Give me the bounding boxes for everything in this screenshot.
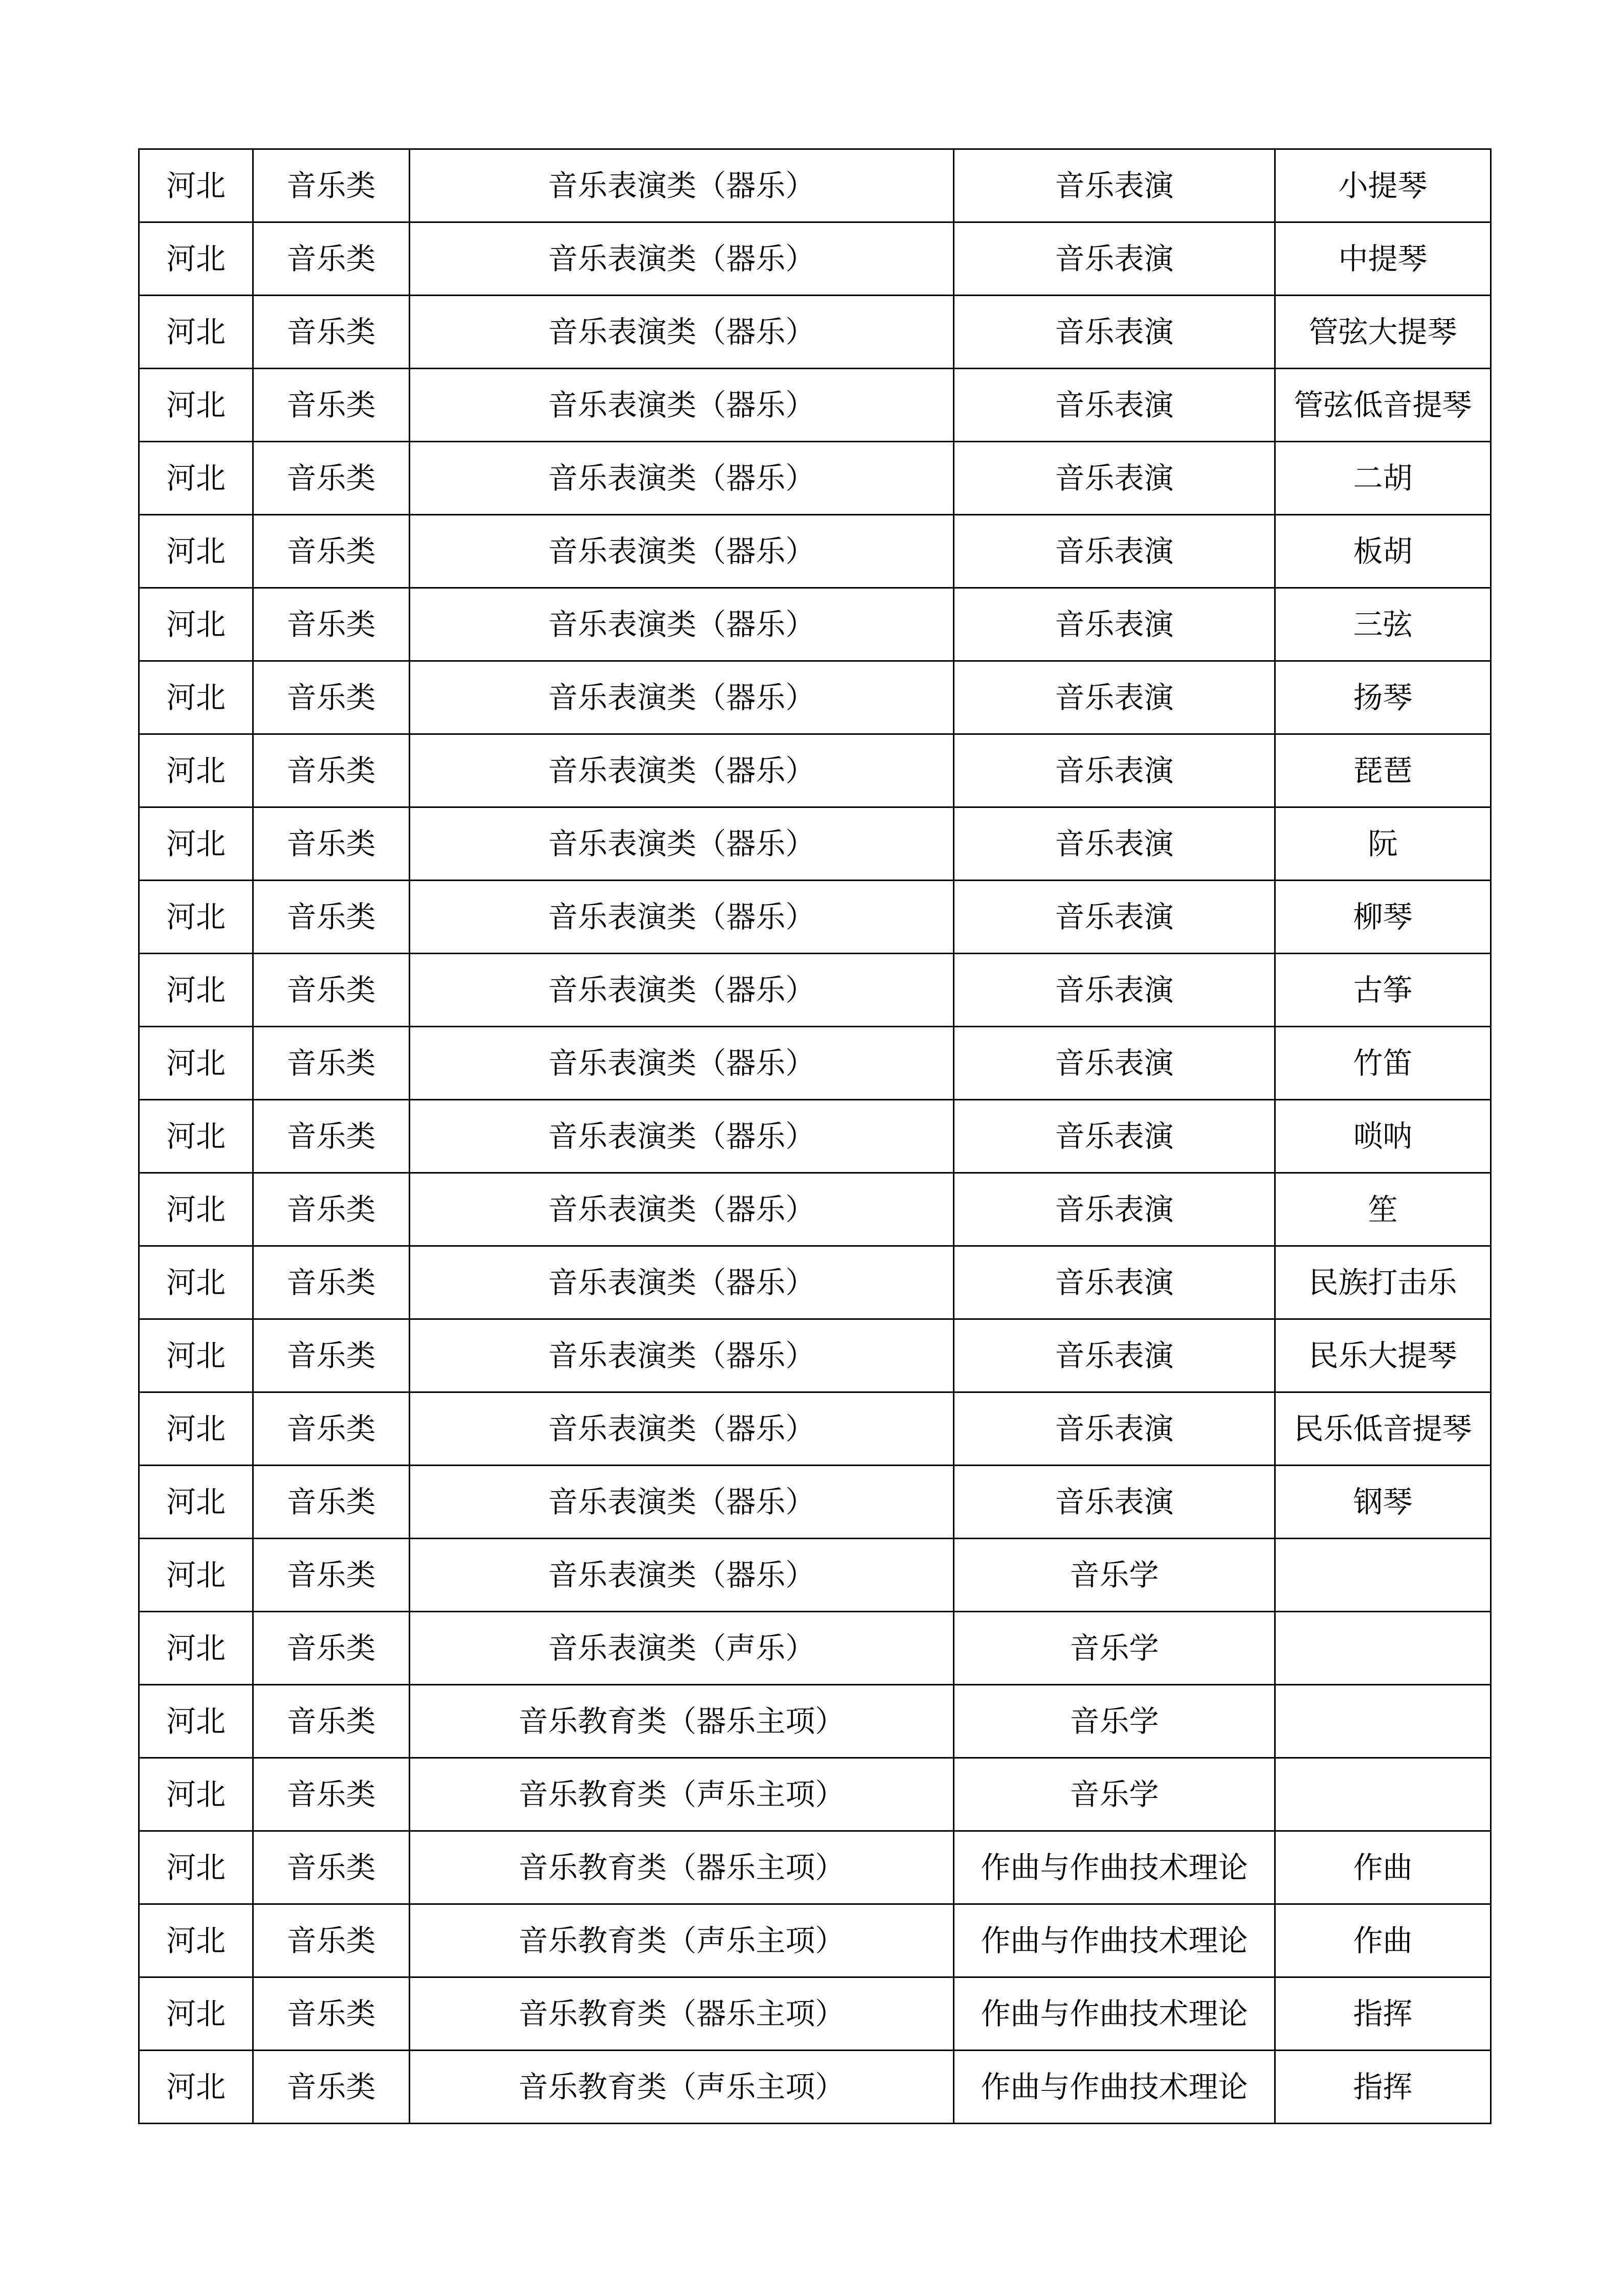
category-cell: 音乐类 [253, 954, 410, 1027]
major-cell: 音乐表演 [954, 369, 1275, 442]
table-row [139, 1027, 1491, 1100]
direction-cell [1275, 1685, 1491, 1758]
table-row [139, 1173, 1491, 1246]
exam-type-cell: 音乐教育类（声乐主项） [410, 1758, 954, 1831]
table-row [139, 1758, 1491, 1831]
table-body [139, 149, 1491, 2124]
province-cell: 河北 [139, 2051, 253, 2124]
direction-cell: 扬琴 [1275, 661, 1491, 734]
category-cell: 音乐类 [253, 369, 410, 442]
province-cell: 河北 [139, 1539, 253, 1612]
major-cell: 音乐表演 [954, 222, 1275, 296]
province-cell: 河北 [139, 1173, 253, 1246]
major-cell: 音乐学 [954, 1612, 1275, 1685]
exam-type-cell: 音乐表演类（声乐） [410, 1612, 954, 1685]
direction-cell: 阮 [1275, 807, 1491, 881]
table-row [139, 1539, 1491, 1612]
exam-type-cell: 音乐表演类（器乐） [410, 442, 954, 515]
direction-cell: 民族打击乐 [1275, 1246, 1491, 1319]
exam-type-cell: 音乐表演类（器乐） [410, 1173, 954, 1246]
category-cell: 音乐类 [253, 515, 410, 588]
category-cell: 音乐类 [253, 1758, 410, 1831]
province-cell: 河北 [139, 1466, 253, 1539]
exam-type-cell: 音乐表演类（器乐） [410, 1100, 954, 1173]
major-cell: 音乐学 [954, 1539, 1275, 1612]
category-cell: 音乐类 [253, 1612, 410, 1685]
province-cell: 河北 [139, 369, 253, 442]
table-row [139, 1466, 1491, 1539]
province-cell: 河北 [139, 588, 253, 661]
category-cell: 音乐类 [253, 881, 410, 954]
table-row [139, 1612, 1491, 1685]
direction-cell: 小提琴 [1275, 149, 1491, 222]
province-cell: 河北 [139, 734, 253, 807]
major-cell: 音乐表演 [954, 515, 1275, 588]
table-row [139, 1685, 1491, 1758]
direction-cell [1275, 1612, 1491, 1685]
direction-cell: 笙 [1275, 1173, 1491, 1246]
exam-type-cell: 音乐表演类（器乐） [410, 734, 954, 807]
direction-cell: 竹笛 [1275, 1027, 1491, 1100]
category-cell: 音乐类 [253, 734, 410, 807]
major-cell: 音乐表演 [954, 296, 1275, 369]
exam-type-cell: 音乐表演类（器乐） [410, 149, 954, 222]
category-cell: 音乐类 [253, 2051, 410, 2124]
exam-type-cell: 音乐表演类（器乐） [410, 1246, 954, 1319]
major-cell: 音乐表演 [954, 588, 1275, 661]
major-cell: 音乐表演 [954, 807, 1275, 881]
category-cell: 音乐类 [253, 1904, 410, 1977]
province-cell: 河北 [139, 149, 253, 222]
exam-type-cell: 音乐教育类（器乐主项） [410, 1831, 954, 1904]
major-cell: 音乐学 [954, 1685, 1275, 1758]
table-row [139, 149, 1491, 222]
table-row [139, 954, 1491, 1027]
direction-cell: 三弦 [1275, 588, 1491, 661]
table-row [139, 661, 1491, 734]
table-row [139, 1904, 1491, 1977]
direction-cell: 柳琴 [1275, 881, 1491, 954]
exam-type-cell: 音乐表演类（器乐） [410, 881, 954, 954]
exam-type-cell: 音乐教育类（声乐主项） [410, 2051, 954, 2124]
table-row [139, 1977, 1491, 2051]
major-cell: 音乐表演 [954, 442, 1275, 515]
category-cell: 音乐类 [253, 1173, 410, 1246]
direction-cell: 管弦大提琴 [1275, 296, 1491, 369]
table-row [139, 1100, 1491, 1173]
table-row [139, 442, 1491, 515]
category-cell: 音乐类 [253, 222, 410, 296]
direction-cell: 二胡 [1275, 442, 1491, 515]
category-cell: 音乐类 [253, 1100, 410, 1173]
category-cell: 音乐类 [253, 1027, 410, 1100]
table-row [139, 2051, 1491, 2124]
exam-type-cell: 音乐表演类（器乐） [410, 954, 954, 1027]
exam-type-cell: 音乐表演类（器乐） [410, 1392, 954, 1466]
table-row [139, 296, 1491, 369]
exam-type-cell: 音乐教育类（器乐主项） [410, 1685, 954, 1758]
exam-type-cell: 音乐表演类（器乐） [410, 1466, 954, 1539]
direction-cell: 作曲 [1275, 1831, 1491, 1904]
exam-type-cell: 音乐表演类（器乐） [410, 807, 954, 881]
exam-type-cell: 音乐表演类（器乐） [410, 1319, 954, 1392]
table-row [139, 1831, 1491, 1904]
category-cell: 音乐类 [253, 296, 410, 369]
direction-cell: 唢呐 [1275, 1100, 1491, 1173]
major-cell: 音乐表演 [954, 1466, 1275, 1539]
table-row [139, 734, 1491, 807]
table-row [139, 1319, 1491, 1392]
province-cell: 河北 [139, 1100, 253, 1173]
direction-cell: 指挥 [1275, 2051, 1491, 2124]
category-cell: 音乐类 [253, 1685, 410, 1758]
category-cell: 音乐类 [253, 588, 410, 661]
table-row [139, 1392, 1491, 1466]
exam-type-cell: 音乐表演类（器乐） [410, 369, 954, 442]
province-cell: 河北 [139, 1685, 253, 1758]
major-cell: 作曲与作曲技术理论 [954, 1831, 1275, 1904]
table-row [139, 515, 1491, 588]
exam-type-cell: 音乐表演类（器乐） [410, 1027, 954, 1100]
direction-cell: 中提琴 [1275, 222, 1491, 296]
table-row [139, 588, 1491, 661]
major-cell: 音乐表演 [954, 954, 1275, 1027]
province-cell: 河北 [139, 442, 253, 515]
category-cell: 音乐类 [253, 1539, 410, 1612]
category-cell: 音乐类 [253, 1977, 410, 2051]
province-cell: 河北 [139, 1758, 253, 1831]
major-cell: 作曲与作曲技术理论 [954, 1977, 1275, 2051]
category-cell: 音乐类 [253, 1319, 410, 1392]
major-cell: 音乐表演 [954, 661, 1275, 734]
direction-cell: 作曲 [1275, 1904, 1491, 1977]
exam-type-cell: 音乐表演类（器乐） [410, 1539, 954, 1612]
direction-cell: 管弦低音提琴 [1275, 369, 1491, 442]
category-cell: 音乐类 [253, 1246, 410, 1319]
major-cell: 作曲与作曲技术理论 [954, 2051, 1275, 2124]
table-row [139, 807, 1491, 881]
major-cell: 作曲与作曲技术理论 [954, 1904, 1275, 1977]
exam-type-cell: 音乐表演类（器乐） [410, 222, 954, 296]
direction-cell [1275, 1758, 1491, 1831]
province-cell: 河北 [139, 1831, 253, 1904]
province-cell: 河北 [139, 1319, 253, 1392]
direction-cell: 民乐大提琴 [1275, 1319, 1491, 1392]
province-cell: 河北 [139, 1392, 253, 1466]
category-cell: 音乐类 [253, 442, 410, 515]
exam-type-cell: 音乐教育类（声乐主项） [410, 1904, 954, 1977]
exam-type-cell: 音乐教育类（器乐主项） [410, 1977, 954, 2051]
province-cell: 河北 [139, 881, 253, 954]
category-cell: 音乐类 [253, 807, 410, 881]
category-cell: 音乐类 [253, 1831, 410, 1904]
table-row [139, 222, 1491, 296]
province-cell: 河北 [139, 1246, 253, 1319]
major-cell: 音乐表演 [954, 1100, 1275, 1173]
major-cell: 音乐表演 [954, 734, 1275, 807]
province-cell: 河北 [139, 296, 253, 369]
exam-type-cell: 音乐表演类（器乐） [410, 588, 954, 661]
major-cell: 音乐表演 [954, 1392, 1275, 1466]
major-cell: 音乐表演 [954, 881, 1275, 954]
major-cell: 音乐表演 [954, 1027, 1275, 1100]
province-cell: 河北 [139, 807, 253, 881]
exam-type-cell: 音乐表演类（器乐） [410, 515, 954, 588]
major-cell: 音乐表演 [954, 1319, 1275, 1392]
major-cell: 音乐表演 [954, 1173, 1275, 1246]
table-row [139, 1246, 1491, 1319]
province-cell: 河北 [139, 954, 253, 1027]
province-cell: 河北 [139, 1977, 253, 2051]
province-cell: 河北 [139, 1027, 253, 1100]
province-cell: 河北 [139, 1904, 253, 1977]
exam-type-cell: 音乐表演类（器乐） [410, 296, 954, 369]
major-cell: 音乐表演 [954, 1246, 1275, 1319]
major-cell: 音乐学 [954, 1758, 1275, 1831]
table-row [139, 369, 1491, 442]
direction-cell [1275, 1539, 1491, 1612]
direction-cell: 琵琶 [1275, 734, 1491, 807]
major-cell: 音乐表演 [954, 149, 1275, 222]
category-cell: 音乐类 [253, 661, 410, 734]
province-cell: 河北 [139, 515, 253, 588]
direction-cell: 指挥 [1275, 1977, 1491, 2051]
direction-cell: 民乐低音提琴 [1275, 1392, 1491, 1466]
data-table [138, 148, 1492, 2124]
category-cell: 音乐类 [253, 149, 410, 222]
category-cell: 音乐类 [253, 1392, 410, 1466]
direction-cell: 板胡 [1275, 515, 1491, 588]
direction-cell: 古筝 [1275, 954, 1491, 1027]
province-cell: 河北 [139, 1612, 253, 1685]
direction-cell: 钢琴 [1275, 1466, 1491, 1539]
table-row [139, 881, 1491, 954]
province-cell: 河北 [139, 661, 253, 734]
province-cell: 河北 [139, 222, 253, 296]
category-cell: 音乐类 [253, 1466, 410, 1539]
exam-type-cell: 音乐表演类（器乐） [410, 661, 954, 734]
